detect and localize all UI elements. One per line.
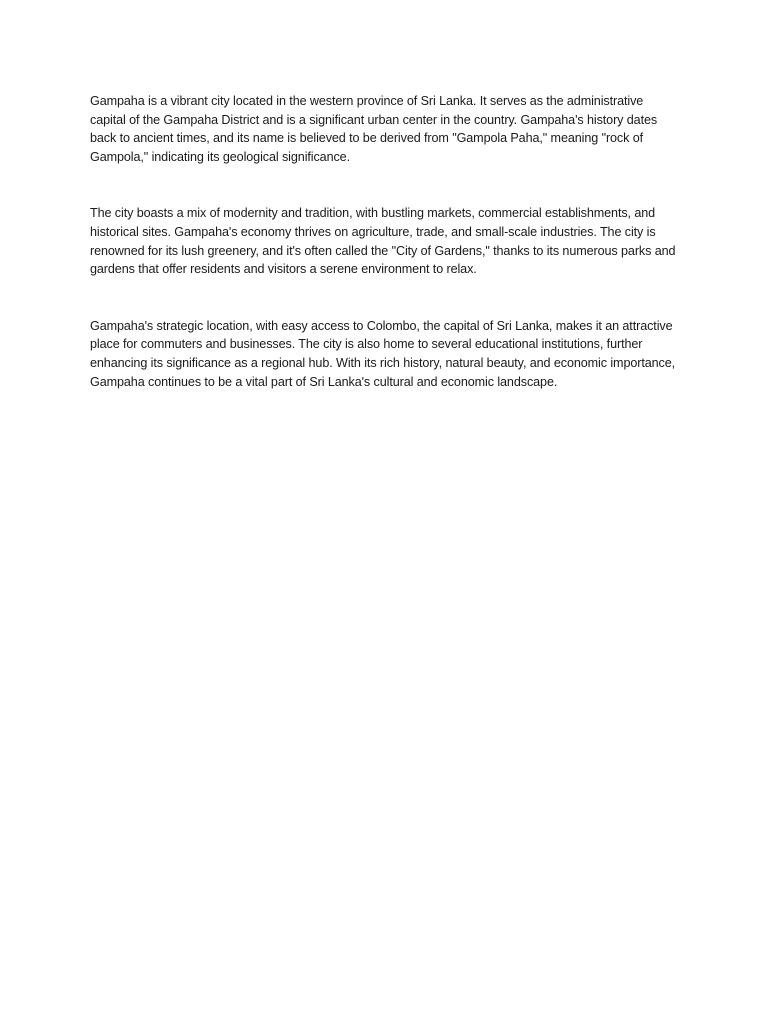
document-body — [90, 92, 682, 391]
paragraph-city-character: The city boasts a mix of modernity and tradition, with bustling markets, commercial establishments, and historical sites. Gampaha's economy thrives on agriculture, trade, and small-scale industries. The city is renowned for its lush greenery, and it's often called the "City of Gardens," thanks to its numerous parks and gardens that offer residents and visitors a serene environment to relax. — [90, 206, 676, 277]
paragraph-introduction: Gampaha is a vibrant city located in the western province of Sri Lanka. It serves as the administrative capital of the Gampaha District and is a significant urban center in the country. Gampaha's history dates back to ancient times, and its name is believed to be derived from "Gampola Paha," meaning "rock of Gampola," indicating its geological significance. — [90, 94, 658, 164]
paragraph-location-importance: Gampaha's strategic location, with easy access to Colombo, the capital of Sri Lanka, makes it an attractive place for commuters and businesses. The city is also home to several educational institutions, further enhancing its significance as a regional hub. With its rich history, natural beauty, and economic importance, Gampaha continues to be a vital part of Sri Lanka's cultural and economic landscape. — [90, 318, 676, 389]
